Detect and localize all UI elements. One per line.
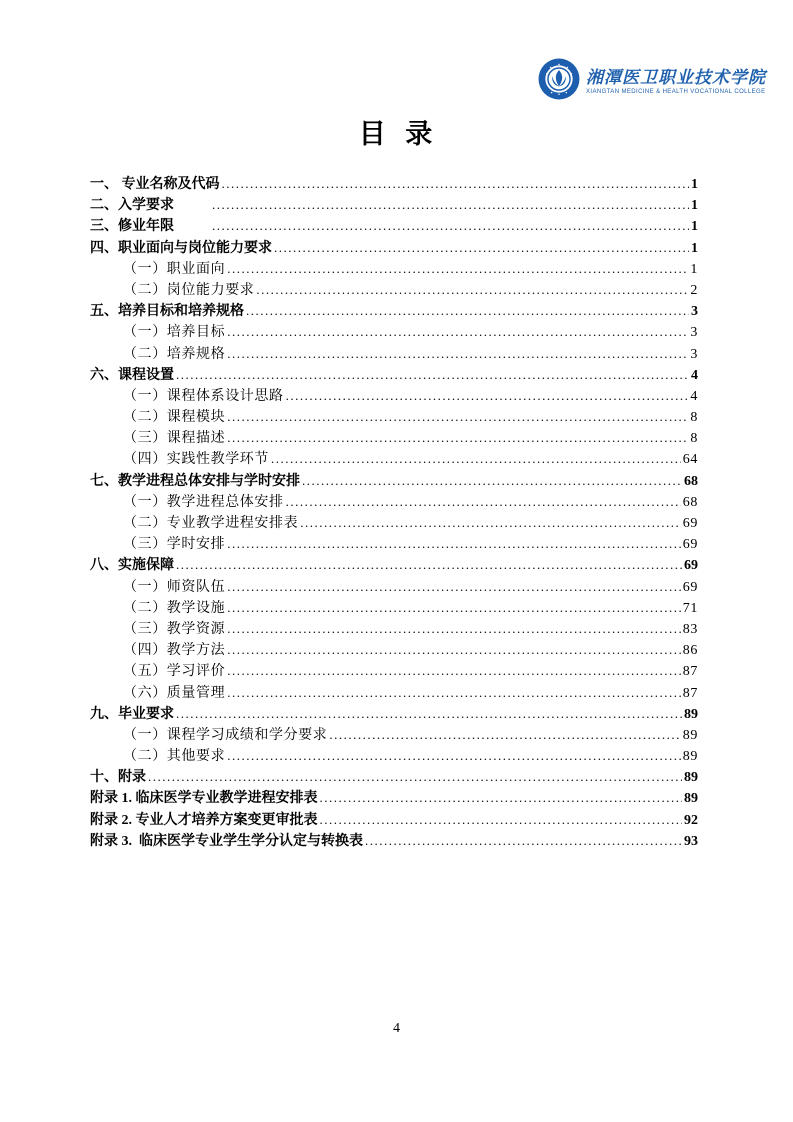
toc-entry-label: （一）职业面向 xyxy=(123,261,226,277)
toc-list xyxy=(90,173,698,851)
toc-entry-label: （五）学习评价 xyxy=(123,664,226,680)
toc-entry[interactable] xyxy=(90,258,698,279)
toc-entry[interactable] xyxy=(90,830,698,851)
college-emblem-icon xyxy=(538,58,580,100)
toc-dot-leader xyxy=(227,597,681,619)
toc-entry-page-number: 87 xyxy=(682,685,698,701)
toc-entry-page-number: 89 xyxy=(682,749,698,765)
toc-entry-page-number: 1 xyxy=(690,261,698,277)
toc-entry-page-number: 69 xyxy=(684,558,698,574)
toc-entry-label: 附录 2. 专业人才培养方案变更审批表 xyxy=(90,812,318,828)
toc-entry-label: 七、教学进程总体安排与学时安排 xyxy=(90,473,300,489)
toc-entry-label: 十、附录 xyxy=(90,770,146,786)
toc-entry[interactable] xyxy=(90,343,698,364)
toc-entry-page-number: 8 xyxy=(690,431,698,447)
toc-entry[interactable] xyxy=(90,787,698,808)
toc-dot-leader xyxy=(176,554,682,576)
toc-entry-page-number: 3 xyxy=(690,346,698,362)
toc-entry[interactable] xyxy=(90,660,698,681)
toc-entry-label: （二）岗位能力要求 xyxy=(123,282,255,298)
toc-entry-page-number: 2 xyxy=(690,282,698,298)
toc-entry-label: （一）师资队伍 xyxy=(123,579,226,595)
toc-dot-leader xyxy=(300,512,681,534)
toc-entry-page-number: 4 xyxy=(691,367,698,383)
toc-entry-label: （二）教学设施 xyxy=(123,600,226,616)
toc-dot-leader xyxy=(227,533,681,555)
toc-entry-page-number: 89 xyxy=(684,706,698,722)
toc-entry[interactable] xyxy=(90,385,698,406)
toc-entry[interactable] xyxy=(90,364,698,385)
toc-dot-leader xyxy=(246,300,689,322)
toc-entry[interactable] xyxy=(90,237,698,258)
toc-entry-page-number: 64 xyxy=(682,452,698,468)
toc-entry[interactable] xyxy=(90,448,698,469)
page-title: 目 录 xyxy=(358,119,435,149)
toc-entry[interactable] xyxy=(90,554,698,575)
toc-entry-label: 二、入学要求 xyxy=(90,198,174,214)
toc-entry-page-number: 68 xyxy=(682,494,698,510)
toc-entry-label: 九、毕业要求 xyxy=(90,706,174,722)
footer-page-number: 4 xyxy=(393,1021,400,1036)
toc-entry-label: （六）质量管理 xyxy=(123,685,226,701)
toc-entry-page-number: 68 xyxy=(684,473,698,489)
toc-dot-leader xyxy=(212,194,689,216)
toc-entry-page-number: 8 xyxy=(690,410,698,426)
toc-entry-page-number: 69 xyxy=(682,537,698,553)
toc-dot-leader xyxy=(320,787,683,809)
toc-entry-page-number: 71 xyxy=(682,600,698,616)
toc-dot-leader xyxy=(176,703,682,725)
toc-dot-leader xyxy=(302,470,682,492)
toc-dot-leader xyxy=(227,660,681,682)
toc-entry-label: （一）教学进程总体安排 xyxy=(123,494,284,510)
toc-entry[interactable] xyxy=(90,745,698,766)
toc-entry-page-number: 69 xyxy=(682,516,698,531)
toc-entry-page-number: 89 xyxy=(682,727,698,743)
toc-entry-page-number: 86 xyxy=(682,643,698,659)
toc-dot-leader xyxy=(227,427,688,449)
toc-dot-leader xyxy=(320,809,683,831)
toc-entry-page-number: 3 xyxy=(691,304,698,320)
toc-entry-label: （四）教学方法 xyxy=(123,643,226,659)
toc-entry[interactable] xyxy=(90,406,698,427)
college-logo xyxy=(538,58,766,100)
toc-entry-page-number: 1 xyxy=(691,177,698,192)
toc-entry[interactable] xyxy=(90,639,698,660)
toc-entry-label: （二）其他要求 xyxy=(123,749,226,765)
toc-entry[interactable] xyxy=(90,618,698,639)
toc-entry[interactable] xyxy=(90,470,698,491)
toc-entry[interactable] xyxy=(90,173,698,194)
toc-entry[interactable] xyxy=(90,300,698,321)
toc-dot-leader xyxy=(227,639,681,661)
toc-entry[interactable] xyxy=(90,491,698,512)
toc-dot-leader xyxy=(286,491,681,513)
toc-entry-page-number: 93 xyxy=(684,833,698,849)
toc-entry[interactable] xyxy=(90,215,698,236)
toc-dot-leader xyxy=(227,745,681,767)
toc-entry-label: （三）课程描述 xyxy=(123,431,226,447)
toc-entry-label: 八、实施保障 xyxy=(90,558,174,574)
toc-entry-page-number: 1 xyxy=(691,219,698,235)
toc-dot-leader xyxy=(271,448,681,470)
toc-entry-page-number: 89 xyxy=(684,770,698,786)
toc-entry[interactable] xyxy=(90,512,698,533)
toc-entry-label: （二）课程模块 xyxy=(123,410,226,426)
toc-entry-page-number: 92 xyxy=(684,812,698,828)
toc-entry-label: 一、 专业名称及代码 xyxy=(90,177,220,192)
toc-entry-page-number: 3 xyxy=(690,325,698,341)
toc-entry-label: 四、职业面向与岗位能力要求 xyxy=(90,240,272,256)
toc-entry[interactable] xyxy=(90,533,698,554)
toc-entry-label: （四）实践性教学环节 xyxy=(123,452,269,468)
toc-entry-page-number: 83 xyxy=(682,621,698,637)
toc-entry[interactable] xyxy=(90,682,698,703)
toc-dot-leader xyxy=(329,724,680,746)
toc-entry[interactable] xyxy=(90,766,698,787)
toc-entry-label: 附录 3. 临床医学专业学生学分认定与转换表 xyxy=(90,833,363,849)
toc-dot-leader xyxy=(227,618,681,640)
toc-dot-leader xyxy=(222,173,690,195)
toc-entry[interactable] xyxy=(90,576,698,597)
toc-dot-leader xyxy=(212,215,689,237)
toc-entry-label: （二）培养规格 xyxy=(123,346,226,362)
toc-entry[interactable] xyxy=(90,597,698,618)
toc-entry-label: 三、修业年限 xyxy=(90,219,174,235)
toc-dot-leader xyxy=(148,766,682,788)
toc-entry[interactable] xyxy=(90,427,698,448)
college-name-chinese: 湘潭医卫职业技术学院 xyxy=(586,68,766,87)
toc-entry-page-number: 69 xyxy=(682,579,698,595)
toc-entry[interactable] xyxy=(90,194,698,215)
toc-dot-leader xyxy=(176,364,689,386)
toc-dot-leader xyxy=(227,343,688,365)
toc-entry[interactable] xyxy=(90,809,698,830)
toc-entry[interactable] xyxy=(90,703,698,724)
toc-entry[interactable] xyxy=(90,724,698,745)
toc-dot-leader xyxy=(227,682,681,704)
toc-entry-label: （一）培养目标 xyxy=(123,325,226,341)
toc-entry-label: （三）学时安排 xyxy=(123,537,226,553)
toc-entry-label: （三）教学资源 xyxy=(123,621,226,637)
toc-dot-leader xyxy=(256,279,688,301)
toc-dot-leader xyxy=(227,576,681,598)
toc-dot-leader xyxy=(274,237,689,259)
toc-dot-leader xyxy=(227,321,688,343)
toc-entry-page-number: 89 xyxy=(684,791,698,807)
toc-dot-leader xyxy=(227,406,688,428)
toc-entry-label: 五、培养目标和培养规格 xyxy=(90,304,244,320)
college-name-english: XIANGTAN MEDICINE & HEALTH VOCATIONAL COLLEGE xyxy=(586,89,766,95)
toc-dot-leader xyxy=(227,258,688,280)
toc-entry[interactable] xyxy=(90,279,698,300)
toc-dot-leader xyxy=(286,385,689,407)
toc-entry-label: （一）课程体系设计思路 xyxy=(123,388,284,404)
toc-entry-page-number: 4 xyxy=(690,388,698,404)
toc-dot-leader xyxy=(365,830,682,852)
toc-entry-label: 附录 1. 临床医学专业教学进程安排表 xyxy=(90,791,318,807)
toc-entry[interactable] xyxy=(90,321,698,342)
toc-entry-page-number: 1 xyxy=(691,240,698,256)
toc-entry-label: 六、课程设置 xyxy=(90,367,174,383)
toc-entry-page-number: 87 xyxy=(682,664,698,680)
toc-entry-page-number: 1 xyxy=(691,198,698,214)
toc-entry-label: （一）课程学习成绩和学分要求 xyxy=(123,727,328,743)
toc-entry-label: （二）专业教学进程安排表 xyxy=(123,516,299,531)
